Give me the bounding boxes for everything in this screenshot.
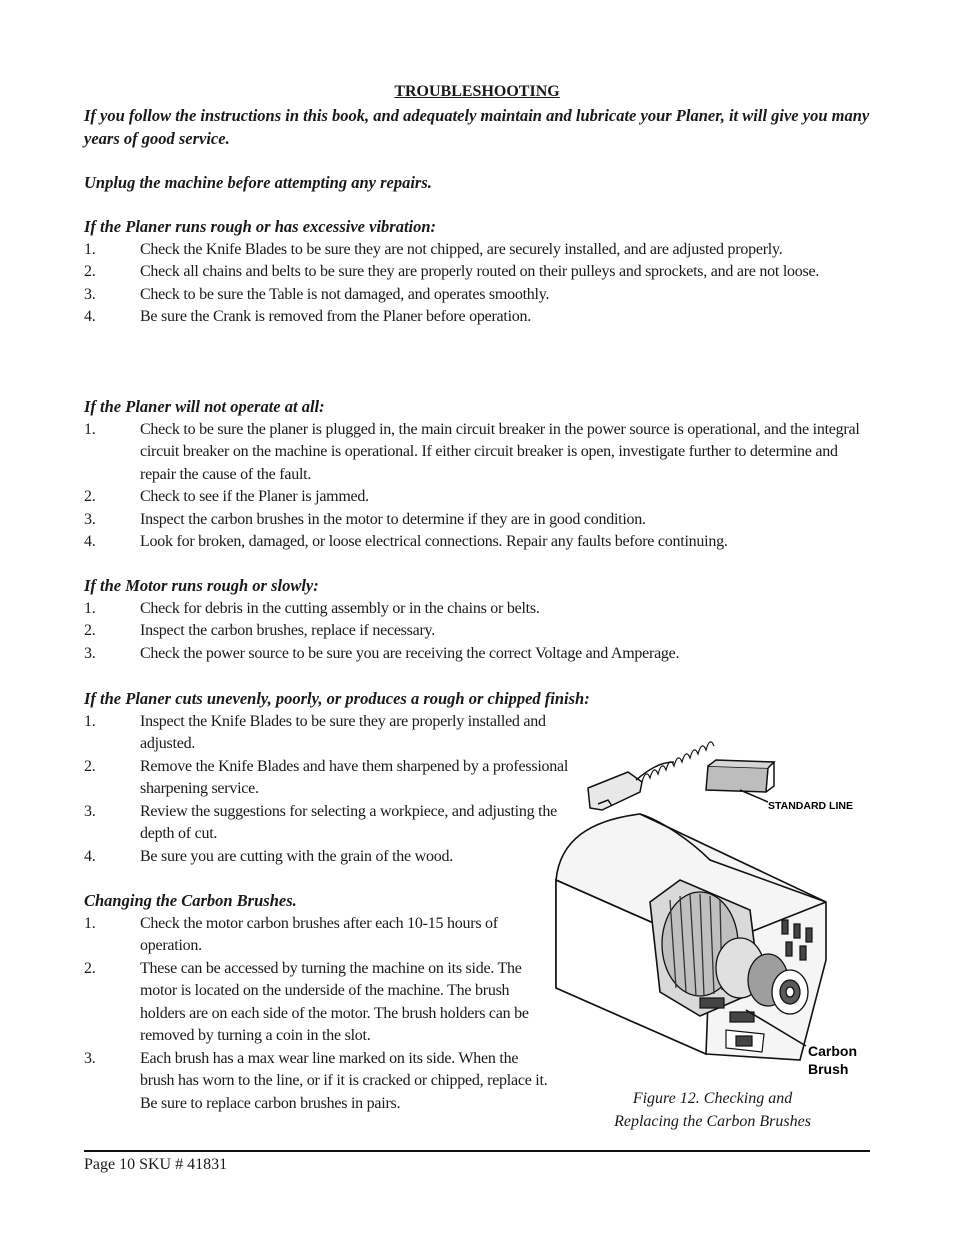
- item-number: 2.: [84, 959, 96, 977]
- item-number: 1.: [84, 712, 96, 730]
- item-text: Check the Knife Blades to be sure they are not chipped, are securely installed, and are adjusted properly.: [140, 240, 783, 258]
- section-will-not-operate: [84, 396, 874, 554]
- item-text: Check the power source to be sure you are receiving the correct Voltage and Amperage.: [140, 644, 680, 662]
- item-number: 3.: [84, 510, 96, 528]
- carbon-brush-figure: [550, 730, 880, 1090]
- caption-line-1: Figure 12. Checking and: [632, 1090, 793, 1107]
- list-item: [84, 306, 874, 329]
- item-number: 2.: [84, 488, 96, 505]
- item-text: Inspect the carbon brushes, replace if necessary.: [140, 622, 436, 639]
- list-item: [84, 284, 874, 307]
- list-item: [84, 913, 554, 958]
- page-title: TROUBLESHOOTING: [394, 83, 560, 100]
- footer-divider: [84, 1150, 870, 1152]
- list-item: [84, 711, 580, 756]
- unplug-warning: Unplug the machine before attempting any repairs.: [84, 173, 432, 192]
- list-item: [84, 598, 874, 621]
- section-carbon-brushes: [84, 890, 554, 1115]
- item-number: 1.: [84, 420, 96, 438]
- item-number: 2.: [84, 757, 96, 775]
- list-item: [84, 531, 874, 554]
- list-item: [84, 801, 580, 846]
- list-item: [84, 509, 874, 532]
- list-item: [84, 239, 874, 262]
- list-item: [84, 756, 580, 801]
- section-heading: If the Planer cuts unevenly, poorly, or produces a rough or chipped finish:: [84, 689, 590, 708]
- item-number: 1.: [84, 914, 96, 932]
- list-item: [84, 846, 580, 869]
- motor-housing: [556, 814, 826, 1060]
- item-text: Check for debris in the cutting assembly or in the chains or belts.: [140, 599, 540, 617]
- figure-caption: [560, 1087, 865, 1133]
- item-text: Review the suggestions for selecting a workpiece, and adjusting the depth of cut.: [140, 802, 557, 842]
- section-heading: If the Planer will not operate at all:: [84, 397, 325, 416]
- section-motor-rough: [84, 575, 874, 665]
- item-text: Check the motor carbon brushes after each 10-15 hours of operation.: [140, 914, 498, 954]
- item-text: Look for broken, damaged, or loose electrical connections. Repair any faults before continuing.: [140, 533, 728, 550]
- carbon-label: Carbon: [808, 1043, 857, 1059]
- item-number: 4.: [84, 308, 96, 325]
- standard-line-label: STANDARD LINE: [768, 800, 853, 812]
- list-item: [84, 419, 874, 487]
- list-item: [84, 958, 554, 1048]
- list-item: [84, 1048, 554, 1116]
- item-text: Remove the Knife Blades and have them sharpened by a professional sharpening service.: [140, 757, 569, 797]
- carbon-brush-detail: [588, 742, 774, 810]
- item-number: 2.: [84, 622, 96, 639]
- item-number: 1.: [84, 240, 96, 258]
- section-heading: Changing the Carbon Brushes.: [84, 891, 297, 910]
- page-footer: Page 10 SKU # 41831: [84, 1156, 228, 1173]
- item-text: Be sure you are cutting with the grain of the wood.: [140, 847, 453, 865]
- item-number: 1.: [84, 599, 96, 617]
- item-number: 4.: [84, 533, 96, 550]
- list-item: [84, 620, 874, 643]
- item-text: Check to be sure the planer is plugged in, the main circuit breaker in the power source is operational, and the integral circuit breaker on the machine is operational. If either circuit breaker is open, investigate further to determine and repair the cause of the fault.: [140, 420, 860, 483]
- item-text: Check to see if the Planer is jammed.: [140, 488, 369, 505]
- caption-line-2: Replacing the Carbon Brushes: [614, 1113, 811, 1130]
- item-text: Inspect the Knife Blades to be sure they are properly installed and adjusted.: [140, 712, 546, 752]
- section-heading: If the Motor runs rough or slowly:: [84, 576, 319, 595]
- motor-illustration: [550, 730, 880, 1090]
- list-item: [84, 486, 874, 509]
- section-rough-vibration: [84, 216, 874, 329]
- item-number: 3.: [84, 644, 96, 662]
- item-text: Check all chains and belts to be sure they are properly routed on their pulleys and sprockets, and are not loose.: [140, 263, 820, 280]
- item-text: Inspect the carbon brushes in the motor to determine if they are in good condition.: [140, 510, 646, 528]
- list-item: [84, 261, 874, 284]
- item-number: 4.: [84, 847, 96, 865]
- list-item: [84, 643, 874, 666]
- item-number: 3.: [84, 285, 96, 303]
- brush-label: Brush: [808, 1061, 849, 1077]
- item-number: 2.: [84, 263, 96, 280]
- item-text: These can be accessed by turning the machine on its side. The motor is located on the underside of the machine. The brush holders are on each side of the motor. The brush holders can be removed by turning a coin in the slot.: [140, 959, 529, 1044]
- item-text: Each brush has a max wear line marked on its side. When the brush has worn to the line, or if it is cracked or chipped, replace it. Be sure to replace carbon brushes in pairs.: [140, 1049, 548, 1112]
- item-text: Be sure the Crank is removed from the Planer before operation.: [140, 308, 532, 325]
- item-number: 3.: [84, 802, 96, 820]
- intro-paragraph: If you follow the instructions in this book, and adequately maintain and lubricate your Planer, it will give you many years of good service.: [84, 106, 870, 148]
- item-number: 3.: [84, 1049, 96, 1067]
- section-heading: If the Planer runs rough or has excessive vibration:: [84, 217, 437, 236]
- item-text: Check to be sure the Table is not damaged, and operates smoothly.: [140, 285, 550, 303]
